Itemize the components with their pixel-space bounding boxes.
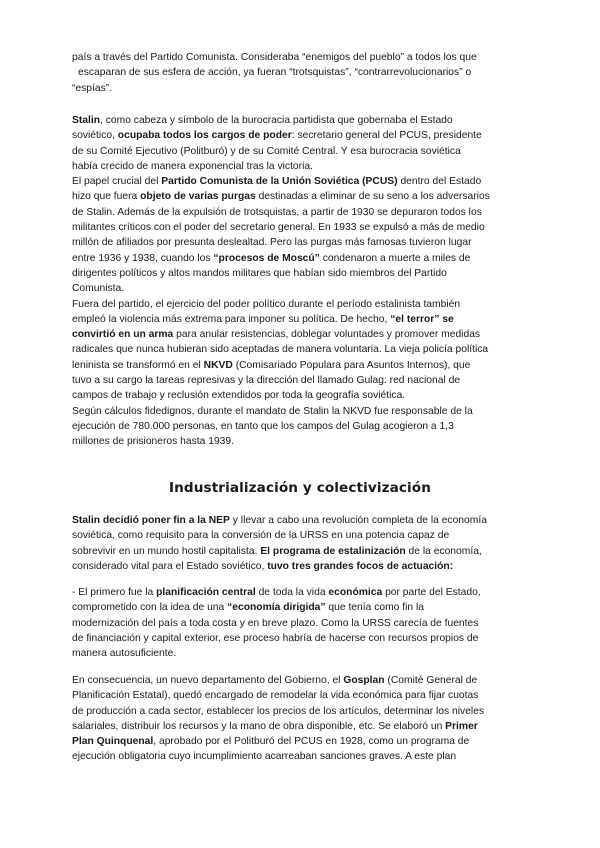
text-line: radicales que nunca hubieran sido aceptadas de manera voluntaria. La vieja policía política: [72, 344, 489, 356]
text-line: país a través del Partido Comunista. Consideraba “enemigos del pueblo” a todos los que: [72, 52, 477, 63]
paragraph-nep: [72, 513, 534, 574]
text-line: convirtió en un arma para anular resistencias, doblegar voluntades y promover medidas: [72, 329, 481, 341]
text-line: soviética, como requisito para la conversión de la URSS en una potencia capaz de: [72, 530, 450, 542]
text-line: Stalin, como cabeza y símbolo de la burocracia partidista que gobernaba el Estado: [72, 115, 453, 126]
text-line: - El primero fue la planificación central de toda la vida económica por parte del Estado,: [72, 587, 481, 598]
text-line: de producción a cada sector, establecer los precios de los artículos, determinar los niveles: [72, 705, 485, 717]
text-line: ejecución obligatoria cuyo incumplimiento acarreaban sanciones graves. A este plan: [72, 751, 457, 763]
text-line: modernización del país a toda costa y en breve plazo. Como la URSS carecía de fuentes: [72, 617, 479, 629]
text-line: considerado vital para el Estado soviético, tuvo tres grandes focos de actuación:: [72, 560, 454, 572]
text-line: había crecido de manera exponencial tras la victoria.: [72, 160, 313, 172]
text-line: dirigentes políticos y altos mandos militares que habían sido miembros del Partido: [72, 267, 447, 279]
text-line: escaparan de sus esfera de acción, ya fueran “trotsquistas”, “contrarrevolucionarios” o: [78, 67, 472, 79]
text-line: tuvo a su cargo la tareas represivas y la dirección del llamado Gulag: red nacional de: [72, 375, 461, 387]
text-line: En consecuencia, un nuevo departamento del Gobierno, el Gosplan (Comité General de: [72, 675, 478, 686]
text-line: “espías”.: [72, 82, 113, 94]
text-line: salariales, distribuir los recursos y la mano de obra disponible, etc. Se elaboró un Primer: [72, 720, 478, 732]
text-line: leninista se transformó en el NKVD (Comisariado Populara para Asuntos Internos), que: [72, 359, 471, 371]
text-line: sobrevivir en un mundo hostil capitalista. El programa de estalinización de la economía,: [72, 545, 482, 557]
text-line: ejecución de 780.000 personas, en tanto que los campos del Gulag acogieron a 1,3: [72, 420, 454, 432]
text-line: comprometido con la idea de una “economía dirigida” que tenía como fin la: [72, 602, 425, 614]
text-line: de su Comité Ejecutivo (Politburó) y de su Comité Central. Y esa burocracia soviética: [72, 145, 461, 157]
text-line: de Stalin. Además de la expulsión de trotsquistas, a partir de 1930 se depuraron todos los: [72, 206, 482, 218]
text-line: Fuera del partido, el ejercicio del poder político durante el período estalinista también: [72, 298, 461, 310]
text-line: empleó la violencia más extrema para imponer su política. De hecho, “el terror” se: [72, 313, 454, 325]
text-line: militantes críticos con el poder del secretario general. En 1933 se expulsó a más de medio: [72, 222, 485, 234]
text-line: millón de afiliados por presunta deslealtad. Pero las purgas más famosas tuvieron lugar: [72, 237, 472, 249]
text-line: Planificación Estatal), quedó encargado de remodelar la vida económica para fijar cuotas: [72, 690, 479, 702]
section-heading: Industrialización y colectivización: [168, 480, 432, 496]
paragraph-gosplan: [72, 673, 534, 765]
text-line: Plan Quinquenal, aprobado por el Politburó del PCUS en 1928, como un programa de: [72, 736, 470, 748]
paragraph-intro: [72, 50, 534, 96]
text-line: hizo que fuera objeto de varias purgas destinadas a eliminar de su seno a los adversarios: [72, 191, 490, 203]
text-line: Según cálculos fidedignos, durante el mandato de Stalin la NKVD fue responsable de la: [72, 405, 473, 417]
text-line: de financiación y capital exterior, ese proceso habría de hacerse con recursos propios de: [72, 632, 479, 644]
text-line: millones de prisioneros hasta 1939.: [72, 436, 234, 448]
text-line: manera autosuficiente.: [72, 648, 177, 660]
text-line: Comunista.: [72, 283, 125, 295]
paragraph-stalin: [72, 113, 534, 450]
text-line: Stalin decidió poner fin a la NEP y llevar a cabo una revolución completa de la economía: [72, 515, 487, 526]
text-line: soviético, ocupaba todos los cargos de poder: secretario general del PCUS, presidente: [72, 130, 482, 142]
paragraph-planificacion: [72, 585, 534, 661]
text-line: El papel crucial del Partido Comunista de la Unión Soviética (PCUS) dentro del Estado: [72, 176, 482, 188]
text-line: campos de trabajo y reclusión extendidos por toda la geografía soviética.: [72, 390, 406, 402]
text-line: entre 1936 y 1938, cuando los “procesos de Moscú” condenaron a muerte a miles de: [72, 252, 471, 264]
